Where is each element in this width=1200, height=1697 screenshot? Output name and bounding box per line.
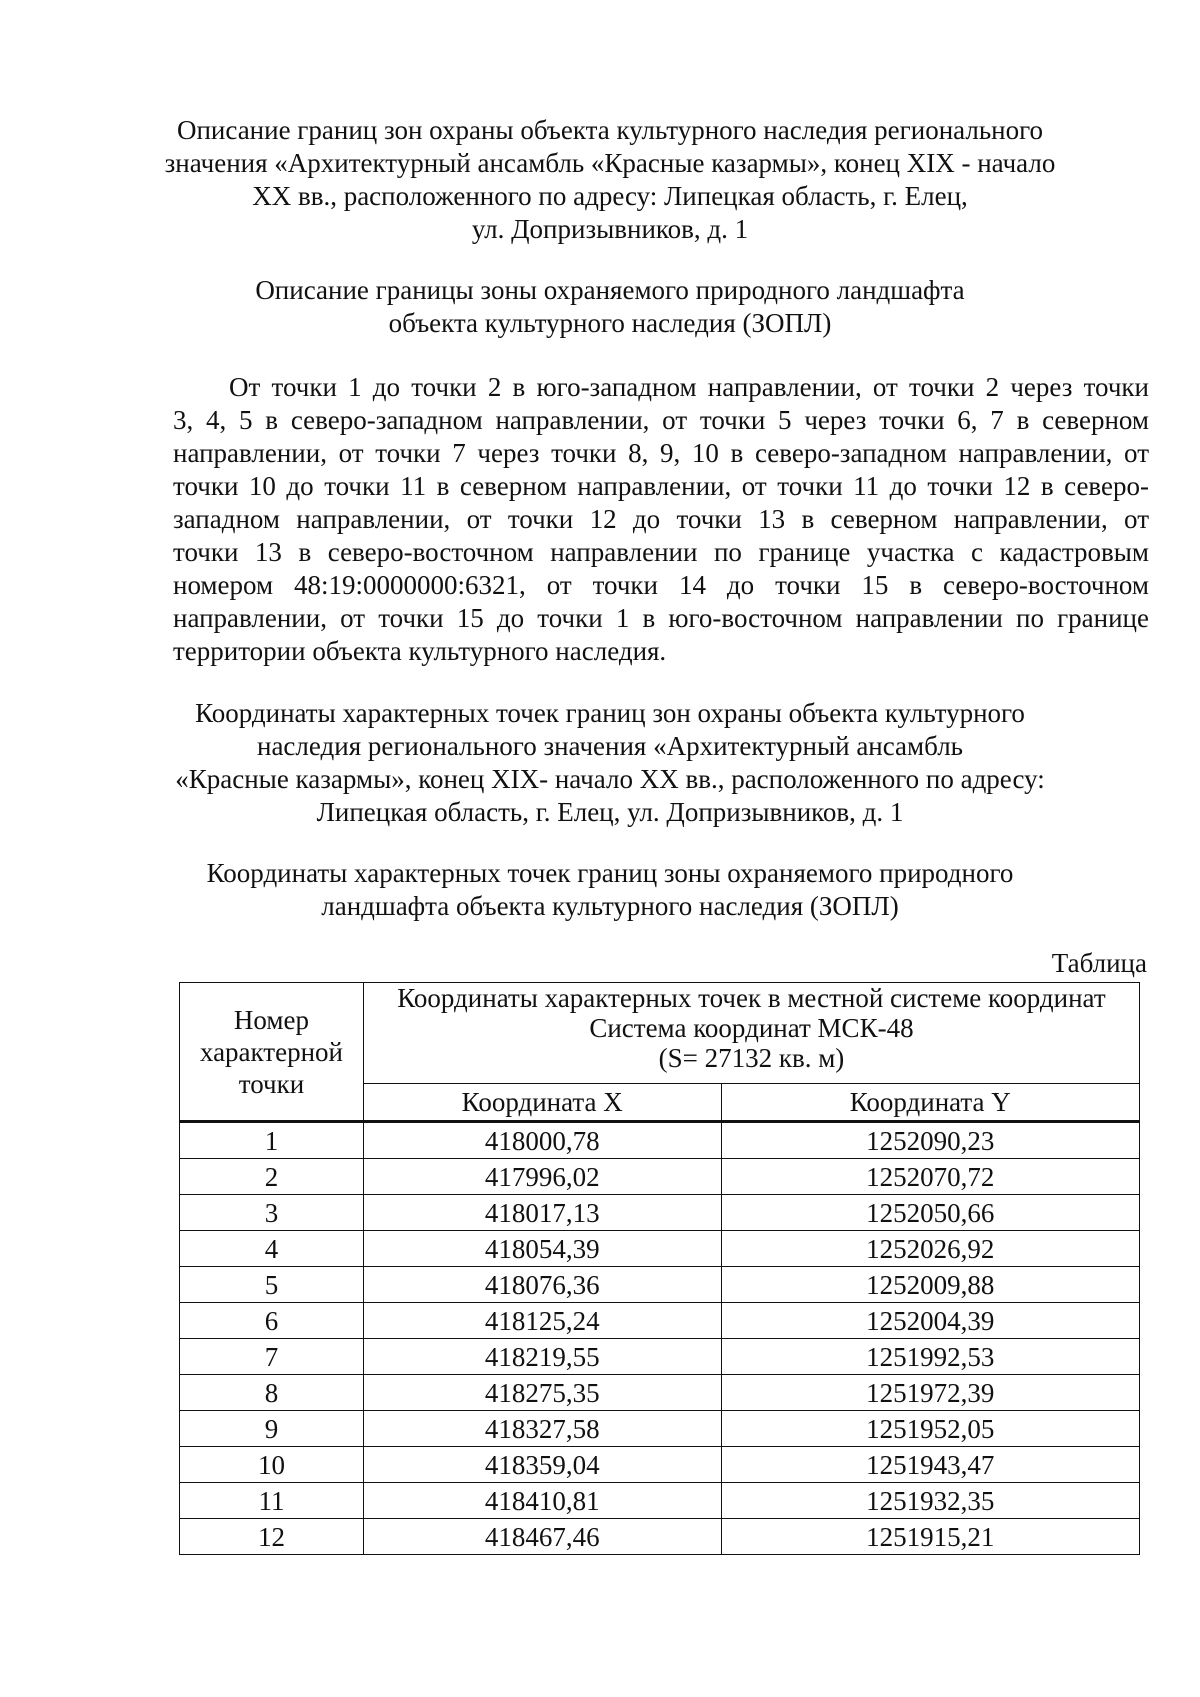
table-row [180,1483,1140,1519]
header-coordinate-system [363,983,1139,1084]
header-line: Система координат МСК-48 [589,1013,914,1043]
table-row [180,1122,1140,1159]
coordinates-table-body [180,1122,1140,1555]
cell-coordinate-y: 1252026,92 [721,1231,1140,1267]
cell-coordinate-x: 418125,24 [363,1303,721,1339]
section-title-line: Липецкая область, г. Елец, ул. Допризывников, д. 1 [316,797,904,827]
cell-point-number: 6 [180,1303,364,1339]
cell-coordinate-y: 1251992,53 [721,1339,1140,1375]
section-title-line: объекта культурного наследия (ЗОПЛ) [388,308,832,338]
header-coordinate-y: Координата Y [721,1084,1140,1122]
cell-coordinate-y: 1251932,35 [721,1483,1140,1519]
table-row [180,1411,1140,1447]
zopl-description-paragraph [173,371,1149,668]
cell-coordinate-x: 418359,04 [363,1447,721,1483]
cell-point-number: 8 [180,1375,364,1411]
cell-point-number: 12 [180,1519,364,1555]
cell-point-number: 7 [180,1339,364,1375]
section-title-line: Координаты характерных точек границ зон охраны объекта культурного [195,698,1025,728]
section-title-line: наследия регионального значения «Архитектурный ансамбль [257,731,963,761]
title-line: ул. Допризывников, д. 1 [471,214,749,244]
table-row [180,1447,1140,1483]
table-row [180,1195,1140,1231]
table-caption: Таблица [1051,948,1147,978]
paragraph-line: направлении, от точки 15 до точки 1 в юго-восточном направлении по границе [173,603,1149,633]
cell-point-number: 10 [180,1447,364,1483]
cell-coordinate-x: 418000,78 [363,1122,721,1159]
cell-coordinate-x: 418467,46 [363,1519,721,1555]
paragraph-line: направлении, от точки 7 через точки 8, 9, 10 в северо-западном направлении, от [173,438,1149,468]
cell-coordinate-y: 1252009,88 [721,1267,1140,1303]
cell-coordinate-x: 418017,13 [363,1195,721,1231]
cell-point-number: 5 [180,1267,364,1303]
header-line: точки [238,1068,305,1099]
table-row [180,1375,1140,1411]
table-row [180,1303,1140,1339]
paragraph-line: 3, 4, 5 в северо-западном направлении, от точки 5 через точки 6, 7 в северном [173,405,1149,435]
header-line: (S= 27132 кв. м) [658,1043,845,1073]
table-row [180,1519,1140,1555]
paragraph-line: западном направлении, от точки 12 до точки 13 в северном направлении, от [173,504,1149,534]
cell-coordinate-y: 1252090,23 [721,1122,1140,1159]
section-title-line: Описание границы зоны охраняемого природного ландшафта [255,275,965,305]
cell-coordinate-x: 417996,02 [363,1159,721,1195]
cell-coordinate-y: 1251972,39 [721,1375,1140,1411]
paragraph-line: точки 10 до точки 11 в северном направлении, от точки 11 до точки 12 в северо- [173,471,1149,501]
zopl-description-title [150,274,1070,340]
cell-point-number: 3 [180,1195,364,1231]
table-row [180,1339,1140,1375]
paragraph-line: территории объекта культурного наследия. [173,636,667,666]
cell-coordinate-x: 418076,36 [363,1267,721,1303]
cell-point-number: 4 [180,1231,364,1267]
coordinates-table [179,982,1140,1555]
header-line: Координаты характерных точек в местной системе координат [397,983,1106,1013]
header-point-number [180,983,364,1122]
cell-coordinate-y: 1252070,72 [721,1159,1140,1195]
cell-coordinate-y: 1251943,47 [721,1447,1140,1483]
cell-coordinate-x: 418275,35 [363,1375,721,1411]
zopl-coordinates-title [150,857,1070,923]
cell-coordinate-x: 418219,55 [363,1339,721,1375]
title-line: Описание границ зон охраны объекта культурного наследия регионального [176,115,1044,145]
coordinates-title [150,697,1070,829]
cell-coordinate-x: 418410,81 [363,1483,721,1519]
cell-coordinate-x: 418327,58 [363,1411,721,1447]
cell-point-number: 9 [180,1411,364,1447]
paragraph-line: От точки 1 до точки 2 в юго-западном направлении, от точки 2 через точки [229,372,1149,402]
section-title-line: ландшафта объекта культурного наследия (ЗОПЛ) [321,891,899,921]
section-title-line: Координаты характерных точек границ зоны охраняемого природного [206,858,1014,888]
title-line: значения «Архитектурный ансамбль «Красные казармы», конец XIX - начало [164,148,1056,178]
cell-point-number: 1 [180,1122,364,1159]
cell-coordinate-y: 1252004,39 [721,1303,1140,1339]
header-line: Номер [233,1004,309,1035]
document-title [150,114,1070,246]
cell-coordinate-y: 1252050,66 [721,1195,1140,1231]
cell-coordinate-y: 1251915,21 [721,1519,1140,1555]
section-title-line: «Красные казармы», конец XIX- начало XX вв., расположенного по адресу: [175,764,1045,794]
paragraph-line: номером 48:19:0000000:6321, от точки 14 до точки 15 в северо-восточном [173,570,1149,600]
header-coordinate-x: Координата X [363,1084,721,1122]
cell-coordinate-y: 1251952,05 [721,1411,1140,1447]
paragraph-line: точки 13 в северо-восточном направлении по границе участка с кадастровым [173,537,1149,567]
table-row [180,1267,1140,1303]
table-row [180,1159,1140,1195]
cell-point-number: 2 [180,1159,364,1195]
header-line: характерной [199,1036,343,1067]
cell-point-number: 11 [180,1483,364,1519]
cell-coordinate-x: 418054,39 [363,1231,721,1267]
title-line: XX вв., расположенного по адресу: Липецкая область, г. Елец, [252,181,968,211]
table-row [180,1231,1140,1267]
